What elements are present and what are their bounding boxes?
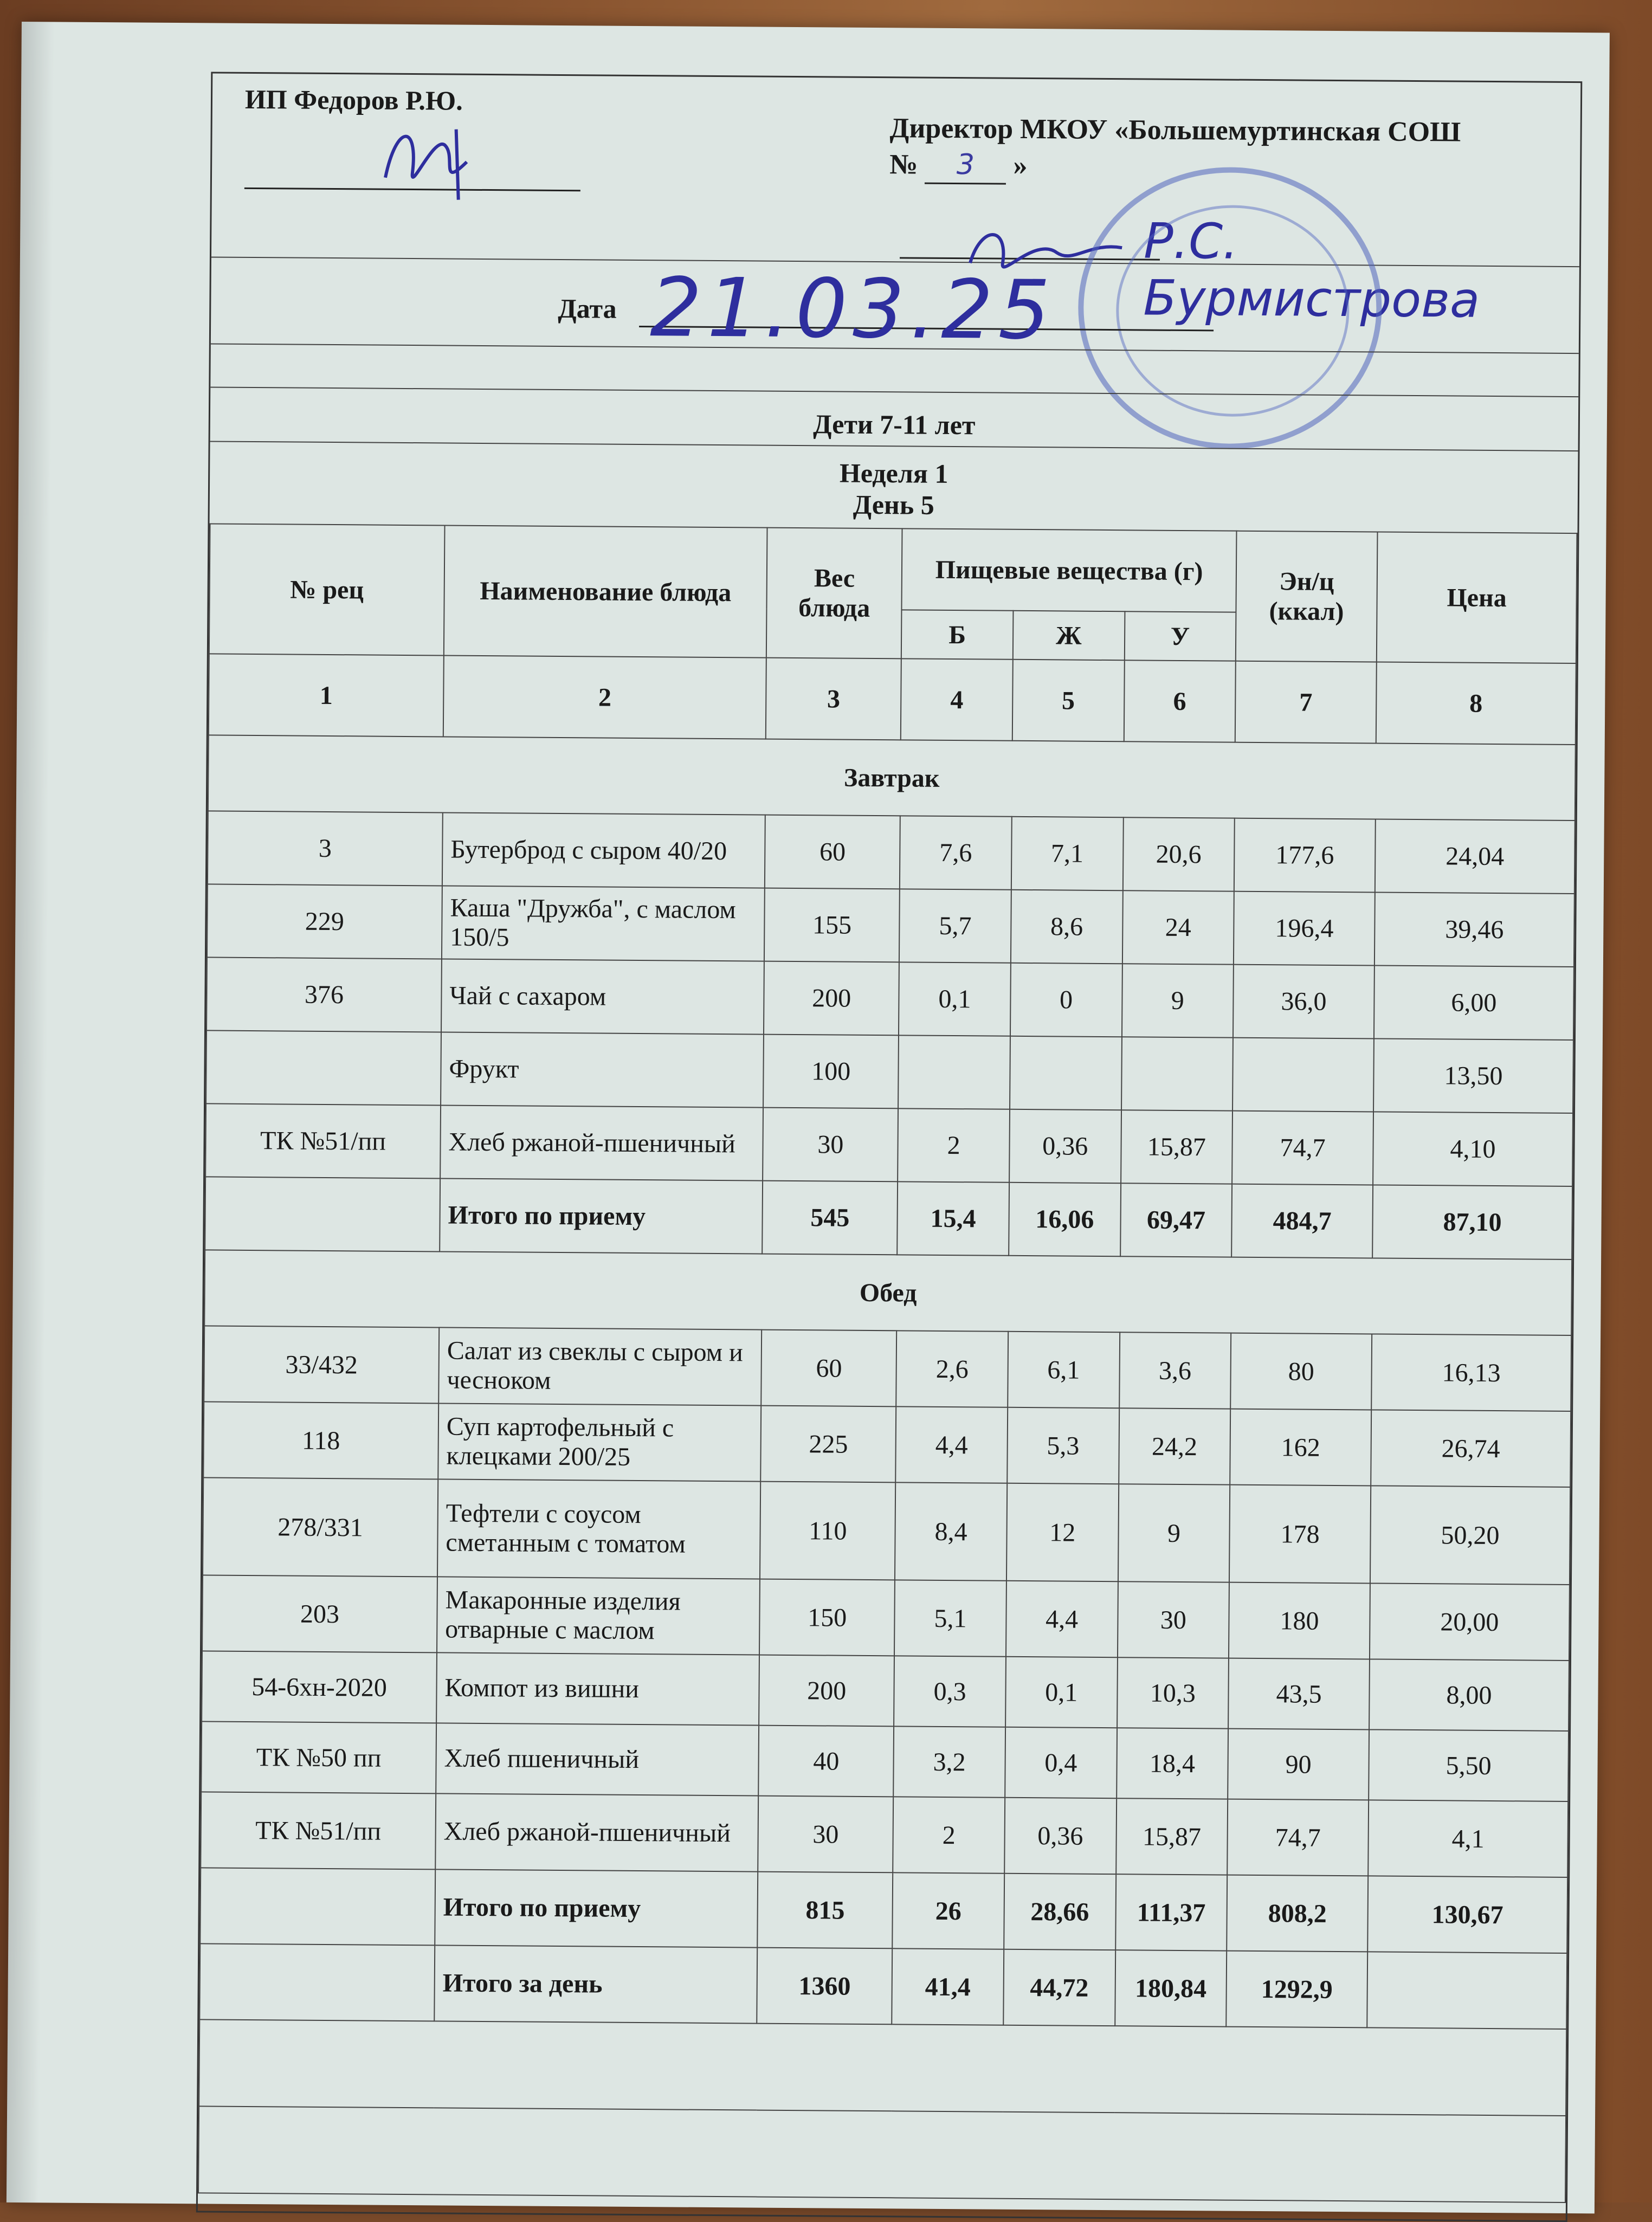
rec-cell <box>199 1943 435 2021</box>
date-row <box>211 257 1579 358</box>
kcal-cell: 808,2 <box>1227 1875 1368 1952</box>
col-nutrients-header: Пищевые вещества (г) <box>902 528 1237 612</box>
kcal-cell: 162 <box>1230 1409 1371 1486</box>
kcal-cell: 80 <box>1230 1333 1372 1410</box>
dish-name-cell: Компот из вишни <box>436 1652 759 1725</box>
rec-cell: ТК №50 пп <box>201 1721 436 1793</box>
weight-cell: 200 <box>764 961 899 1036</box>
b-cell: 26 <box>892 1872 1004 1949</box>
rec-cell: 203 <box>202 1575 437 1652</box>
col-price-header: Цена <box>1377 532 1577 663</box>
table-header-row <box>209 524 1577 615</box>
table-row <box>207 884 1574 967</box>
b-cell: 0,1 <box>899 962 1011 1036</box>
kcal-cell: 196,4 <box>1234 892 1375 966</box>
zh-cell: 7,1 <box>1011 817 1124 890</box>
table-row <box>202 1575 1570 1661</box>
rec-cell: 33/432 <box>204 1326 439 1403</box>
u-cell: 180,84 <box>1115 1950 1227 2026</box>
table-row <box>201 1792 1568 1877</box>
zh-cell: 0,4 <box>1005 1727 1117 1798</box>
group-row <box>210 387 1579 451</box>
weight-cell: 150 <box>759 1579 895 1656</box>
weight-cell: 30 <box>763 1108 898 1182</box>
rec-cell: 54-6хн-2020 <box>202 1651 437 1723</box>
kcal-cell: 74,7 <box>1232 1111 1373 1185</box>
table-row <box>201 1721 1569 1801</box>
dish-name-cell: Фрукт <box>441 1032 764 1107</box>
dish-name-cell: Каша "Дружба", с маслом 150/5 <box>442 886 765 961</box>
zh-cell: 16,06 <box>1009 1183 1121 1256</box>
day-label: День 5 <box>853 489 934 520</box>
lunch-section-row <box>204 1250 1572 1335</box>
col-num-8: 8 <box>1376 662 1576 745</box>
price-cell: 5,50 <box>1369 1729 1569 1801</box>
u-cell: 15,87 <box>1116 1798 1228 1875</box>
rec-cell: ТК №51/пп <box>201 1792 436 1869</box>
kcal-cell: 90 <box>1228 1729 1369 1800</box>
b-cell <box>898 1035 1010 1109</box>
price-cell: 16,13 <box>1371 1334 1571 1411</box>
b-cell: 7,6 <box>900 816 1012 889</box>
b-cell: 15,4 <box>897 1181 1009 1255</box>
price-cell: 13,50 <box>1373 1038 1573 1113</box>
table-row <box>205 1103 1573 1186</box>
dish-name-cell: Тефтели с соусом сметанным с томатом <box>437 1479 761 1579</box>
day-total-row <box>199 1943 1567 2029</box>
b-cell: 41,4 <box>892 1948 1004 2025</box>
col-rec-header: № рец <box>209 524 445 655</box>
weight-cell: 225 <box>760 1406 896 1483</box>
u-cell: 111,37 <box>1115 1874 1228 1950</box>
weight-cell: 60 <box>765 815 900 889</box>
b-cell: 4,4 <box>895 1406 1008 1483</box>
zh-cell: 4,4 <box>1006 1581 1118 1657</box>
b-cell: 5,1 <box>894 1580 1006 1656</box>
weight-cell: 815 <box>757 1872 893 1949</box>
weight-cell: 1360 <box>757 1948 893 2025</box>
u-cell: 9 <box>1118 1484 1230 1582</box>
menu-table <box>198 523 1577 2203</box>
price-cell: 8,00 <box>1369 1659 1569 1731</box>
u-cell: 24 <box>1122 890 1234 964</box>
kcal-cell: 1292,9 <box>1226 1951 1367 2028</box>
table-row <box>204 1326 1571 1411</box>
u-cell: 30 <box>1117 1581 1229 1658</box>
breakfast-section-row <box>208 735 1576 821</box>
kcal-cell: 43,5 <box>1228 1658 1370 1730</box>
zh-cell: 28,66 <box>1004 1874 1116 1950</box>
u-cell: 9 <box>1121 964 1234 1037</box>
rec-cell <box>205 1177 440 1251</box>
b-cell: 2 <box>893 1797 1005 1873</box>
dish-name-cell: Хлеб ржаной-пшеничный <box>435 1793 758 1871</box>
weight-cell: 200 <box>759 1655 894 1727</box>
zh-cell: 12 <box>1006 1483 1119 1581</box>
weight-cell: 60 <box>761 1330 896 1407</box>
kcal-cell: 484,7 <box>1231 1184 1373 1258</box>
rec-cell <box>206 1030 441 1105</box>
rec-cell: 118 <box>203 1401 438 1479</box>
rec-cell: 3 <box>208 811 443 886</box>
empty-row <box>199 2019 1566 2116</box>
age-group: Дети 7-11 лет <box>813 409 976 441</box>
kcal-cell: 180 <box>1229 1582 1370 1659</box>
rec-cell: 376 <box>206 957 442 1032</box>
kcal-cell: 177,6 <box>1234 818 1376 893</box>
total-label-cell: Итого по приему <box>435 1869 758 1947</box>
col-num-2: 2 <box>443 655 766 739</box>
empty-cell <box>198 2106 1566 2202</box>
director-title: Директор МКОУ «Большемуртинская СОШ <box>889 113 1461 148</box>
empty-cell <box>199 2019 1566 2116</box>
weight-cell: 545 <box>762 1181 898 1255</box>
kcal-cell: 178 <box>1229 1485 1371 1584</box>
lunch-title: Обед <box>204 1250 1572 1335</box>
b-cell: 2 <box>898 1108 1010 1182</box>
price-cell: 50,20 <box>1370 1485 1570 1585</box>
zh-cell: 6,1 <box>1008 1332 1120 1408</box>
week-day-row <box>210 442 1578 533</box>
closing-quote: » <box>1013 150 1028 181</box>
u-cell: 10,3 <box>1117 1657 1229 1728</box>
zh-cell: 8,6 <box>1011 890 1123 964</box>
menu-document <box>196 72 1583 2222</box>
zh-cell: 0 <box>1010 963 1122 1037</box>
dish-name-cell: Макаронные изделия отварные с маслом <box>437 1577 760 1655</box>
u-cell: 20,6 <box>1122 817 1235 891</box>
total-label-cell: Итого по приему <box>440 1178 763 1254</box>
breakfast-title: Завтрак <box>208 735 1576 821</box>
col-name-header: Наименование блюда <box>444 525 767 657</box>
date-value: 21.03.25 <box>649 261 1056 358</box>
price-cell: 26,74 <box>1371 1410 1571 1487</box>
col-num-6: 6 <box>1124 660 1236 742</box>
rec-cell: ТК №51/пп <box>205 1103 441 1178</box>
empty-row <box>198 2106 1566 2202</box>
table-row <box>202 1651 1569 1731</box>
lunch-total-row <box>200 1868 1567 1953</box>
rec-cell <box>200 1868 435 1945</box>
col-b-header: Б <box>901 610 1013 659</box>
u-cell: 3,6 <box>1119 1332 1231 1409</box>
col-num-7: 7 <box>1235 661 1377 744</box>
col-num-3: 3 <box>766 658 901 740</box>
b-cell: 5,7 <box>899 889 1011 963</box>
zh-cell: 0,1 <box>1005 1657 1118 1728</box>
price-cell <box>1367 1952 1567 2029</box>
b-cell: 8,4 <box>895 1482 1007 1580</box>
table-row <box>203 1401 1571 1487</box>
u-cell: 15,87 <box>1121 1110 1233 1184</box>
weight-cell: 100 <box>763 1035 899 1109</box>
weight-cell: 110 <box>760 1482 895 1580</box>
price-cell: 130,67 <box>1367 1876 1567 1953</box>
contractor-signature <box>374 113 483 225</box>
zh-cell: 5,3 <box>1007 1407 1119 1484</box>
day-total-label-cell: Итого за день <box>434 1945 757 2023</box>
table-row <box>203 1477 1570 1585</box>
zh-cell <box>1010 1036 1122 1110</box>
price-cell: 20,00 <box>1370 1583 1570 1661</box>
number-sign: № <box>889 149 918 180</box>
price-cell: 4,1 <box>1368 1800 1568 1877</box>
breakfast-total-row <box>205 1177 1572 1259</box>
kcal-cell: 74,7 <box>1227 1799 1369 1876</box>
paper-sheet <box>7 22 1610 2213</box>
week-label: Неделя 1 <box>839 457 948 489</box>
zh-cell: 44,72 <box>1003 1949 1115 2026</box>
u-cell: 24,2 <box>1119 1408 1231 1484</box>
col-num-5: 5 <box>1012 660 1125 741</box>
weight-cell: 155 <box>764 888 900 963</box>
dish-name-cell: Чай с сахаром <box>441 959 764 1034</box>
contractor-name: ИП Федоров Р.Ю. <box>244 83 463 116</box>
dish-name-cell: Бутерброд с сыром 40/20 <box>442 812 765 888</box>
col-energy-header: Эн/ц (ккал) <box>1236 531 1377 662</box>
zh-cell: 0,36 <box>1004 1798 1117 1874</box>
rec-cell: 278/331 <box>203 1477 438 1577</box>
table-row <box>206 957 1574 1040</box>
zh-cell: 0,36 <box>1009 1109 1121 1183</box>
weight-cell: 40 <box>758 1726 894 1797</box>
b-cell: 2,6 <box>896 1330 1008 1407</box>
kcal-cell <box>1232 1038 1374 1112</box>
rec-cell: 229 <box>207 884 442 959</box>
price-cell: 39,46 <box>1374 892 1574 967</box>
price-cell: 87,10 <box>1372 1185 1572 1259</box>
date-label: Дата <box>558 293 617 324</box>
kcal-cell: 36,0 <box>1233 965 1374 1039</box>
table-row <box>206 1030 1573 1113</box>
price-cell: 4,10 <box>1373 1112 1573 1186</box>
dish-name-cell: Салат из свеклы с сыром и чесноком <box>438 1327 762 1405</box>
col-num-4: 4 <box>901 658 1013 740</box>
col-num-1: 1 <box>209 654 444 737</box>
contractor-signature-icon <box>375 113 483 205</box>
school-number: 3 <box>925 147 1006 185</box>
col-zh-header: Ж <box>1013 611 1125 660</box>
dish-name-cell: Хлеб пшеничный <box>436 1723 759 1795</box>
dish-name-cell: Суп картофельный с клецками 200/25 <box>438 1403 761 1481</box>
dish-name-cell: Хлеб ржаной-пшеничный <box>440 1105 763 1180</box>
b-cell: 0,3 <box>894 1656 1006 1727</box>
column-number-row <box>209 654 1576 745</box>
weight-cell: 30 <box>758 1796 893 1873</box>
b-cell: 3,2 <box>893 1726 1005 1797</box>
col-weight-header: Вес блюда <box>766 528 902 659</box>
director-name-handwritten: Р.С. Бурмистрова <box>1143 212 1480 329</box>
u-cell: 69,47 <box>1120 1183 1232 1257</box>
price-cell: 24,04 <box>1375 819 1575 894</box>
u-cell <box>1121 1037 1234 1110</box>
u-cell: 18,4 <box>1117 1728 1229 1799</box>
col-u-header: У <box>1124 611 1236 661</box>
table-row <box>208 811 1575 894</box>
price-cell: 6,00 <box>1374 965 1574 1040</box>
